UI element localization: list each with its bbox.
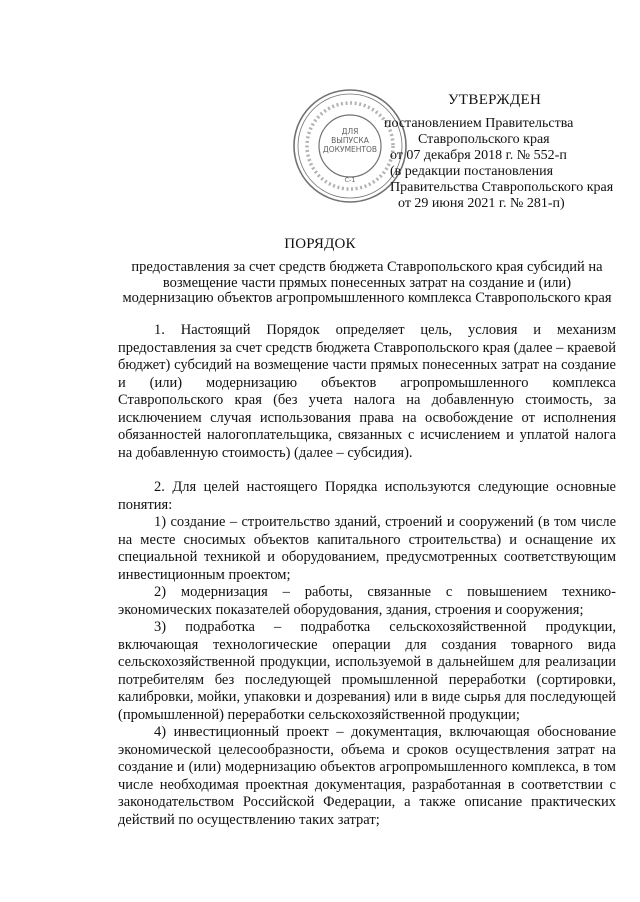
document-title: ПОРЯДОК — [284, 236, 356, 252]
definition-item-1: 1) создание – строительство зданий, строений и сооружений (в том числе на месте сносимых объектов капитального строительства) и оснащение их специальной техникой и оборудованием, предусмотренных соответствующим инвестиционным проектом; — [118, 514, 616, 583]
paragraph-1: 1. Настоящий Порядок определяет цель, условия и механизм предоставления за счет средств бюджета Ставропольского края (далее – краевой бюджет) субсидий на возмещение части прямых понесенных затрат на создание и (или) модернизацию объектов агропромышленного комплекса Ставропольского края (без учета налога на добавленную стоимость, за исключением случая использования права на освобождение от исполнения обязанностей налогоплательщика, связанных с исчислением и уплатой налога на добавленную стоимость) (далее – субсидия). — [118, 322, 616, 461]
approval-line-4: (в редакции постановления — [390, 164, 554, 179]
definition-item-2: 2) модернизация – работы, связанные с повышением технико-экономических показателей оборудования, здания, строения и сооружения; — [118, 584, 616, 618]
stamp-center-line2: ВЫПУСКА — [331, 136, 369, 145]
paragraph-2: 2. Для целей настоящего Порядка используются следующие основные понятия: — [118, 479, 616, 513]
definition-item-3: 3) подработка – подработка сельскохозяйственной продукции, включающая технологические операции для создания товарного вида сельскохозяйственной продукции, используемой в дальнейшем для реализации потребителям без последующей промышленной переработки (сортировки, калибровки, мойки, упаковки и дозревания) или в виде сырья для последующей (промышленной) переработки сельскохозяйственной продукции; — [118, 619, 616, 723]
approval-heading: УТВЕРЖДЕН — [448, 92, 542, 108]
document-body — [118, 322, 616, 829]
approval-line-3: от 07 декабря 2018 г. № 552-п — [390, 148, 567, 163]
stamp-code: С-1 — [344, 176, 356, 184]
stamp-center-line1: ДЛЯ — [341, 127, 359, 136]
stamp-center-line3: ДОКУМЕНТОВ — [322, 145, 378, 154]
approval-line-5: Правительства Ставропольского края — [390, 180, 614, 195]
approval-line-6: от 29 июня 2021 г. № 281-п) — [398, 196, 565, 211]
document-subtitle: предоставления за счет средств бюджета Ставропольского края субсидий на возмещение части прямых понесенных затрат на создание и (или) модернизацию объектов агропромышленного комплекса Ставропольского края — [122, 259, 612, 306]
definition-item-4: 4) инвестиционный проект – документация, включающая обоснование экономической целесообразности, объема и сроков осуществления затрат на создание и (или) модернизацию объектов агропромышленного комплекса, в том числе необходимая проектная документация, разработанная в соответствии с законодательством Российской Федерации, а также описание практических действий по осуществлению таких затрат; — [118, 724, 616, 828]
approval-line-2: Ставропольского края — [418, 132, 550, 147]
approval-line-1: постановлением Правительства — [384, 116, 574, 131]
